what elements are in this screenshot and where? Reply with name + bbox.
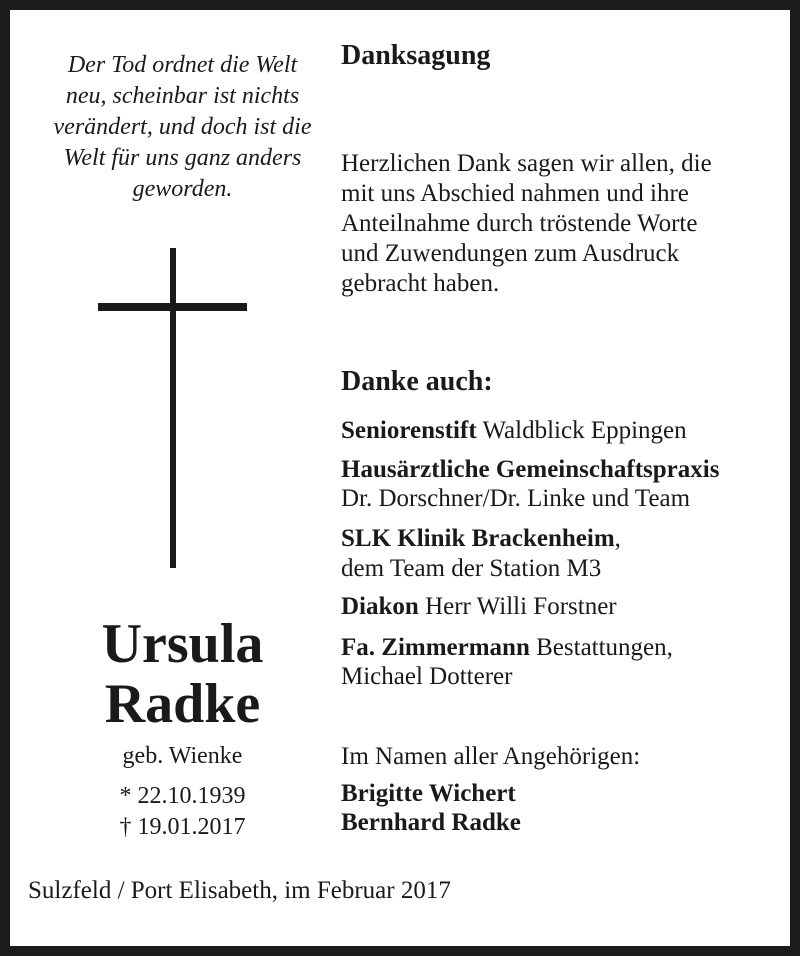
thanks-org: Diakon: [341, 593, 419, 620]
message-line: und Zuwendungen zum Ausdruck: [341, 240, 680, 267]
thanks-org: Hausärztliche Gemeinschaftspraxis: [341, 456, 720, 483]
birth-date: * 22.10.1939: [119, 783, 246, 809]
thanks-item: [341, 525, 621, 553]
thanks-item: [341, 456, 719, 484]
quote-line: Welt für uns ganz anders: [63, 145, 302, 171]
thanks-item-line2: Dr. Dorschner/Dr. Linke und Team: [341, 485, 691, 512]
message-line: Anteilnahme durch tröstende Worte: [341, 210, 698, 237]
obituary-notice: [10, 10, 790, 946]
quote-line: neu, scheinbar ist nichts: [65, 83, 300, 109]
thanks-item: [341, 417, 687, 445]
quote-line: verändert, und doch ist die: [53, 114, 312, 140]
cross-horizontal-bar: [98, 303, 247, 311]
thanks-org: Fa. Zimmermann: [341, 634, 530, 661]
death-date: † 19.01.2017: [119, 814, 246, 840]
message-line: gebracht haben.: [341, 270, 500, 297]
thanks-detail: Herr Willi Forstner: [418, 593, 617, 620]
birth-name: geb. Wienke: [122, 743, 243, 769]
thanks-detail: Waldblick Eppingen: [476, 417, 687, 444]
thanks-item-line2: Michael Dotterer: [341, 663, 513, 690]
thanks-org: Seniorenstift: [341, 417, 477, 444]
signer: Brigitte Wichert: [341, 780, 516, 807]
quote-line: Der Tod ordnet die Welt: [67, 52, 298, 78]
thanks-org: SLK Klinik Brackenheim: [341, 525, 615, 552]
thanks-detail: ,: [614, 525, 621, 552]
footer-place-date: Sulzfeld / Port Elisabeth, im Februar 2017: [28, 877, 451, 904]
thanks-heading: Danke auch:: [341, 366, 493, 397]
signer: Bernhard Radke: [341, 809, 521, 836]
quote-line: geworden.: [132, 176, 233, 202]
thanks-item-line2: dem Team der Station M3: [341, 555, 602, 582]
deceased-first-name: Ursula: [101, 613, 264, 675]
quote: [30, 50, 335, 205]
cross-vertical-bar: [170, 248, 176, 568]
message-line: mit uns Abschied nahmen und ihre: [341, 180, 689, 207]
message-line: Herzlichen Dank sagen wir allen, die: [341, 150, 712, 177]
thanks-item: [341, 593, 617, 621]
deceased-last-name: Radke: [104, 673, 261, 735]
signoff: Im Namen aller Angehörigen:: [341, 743, 641, 770]
heading: Danksagung: [341, 40, 491, 71]
thanks-detail: Bestattungen,: [529, 634, 673, 661]
thanks-item: [341, 634, 673, 662]
